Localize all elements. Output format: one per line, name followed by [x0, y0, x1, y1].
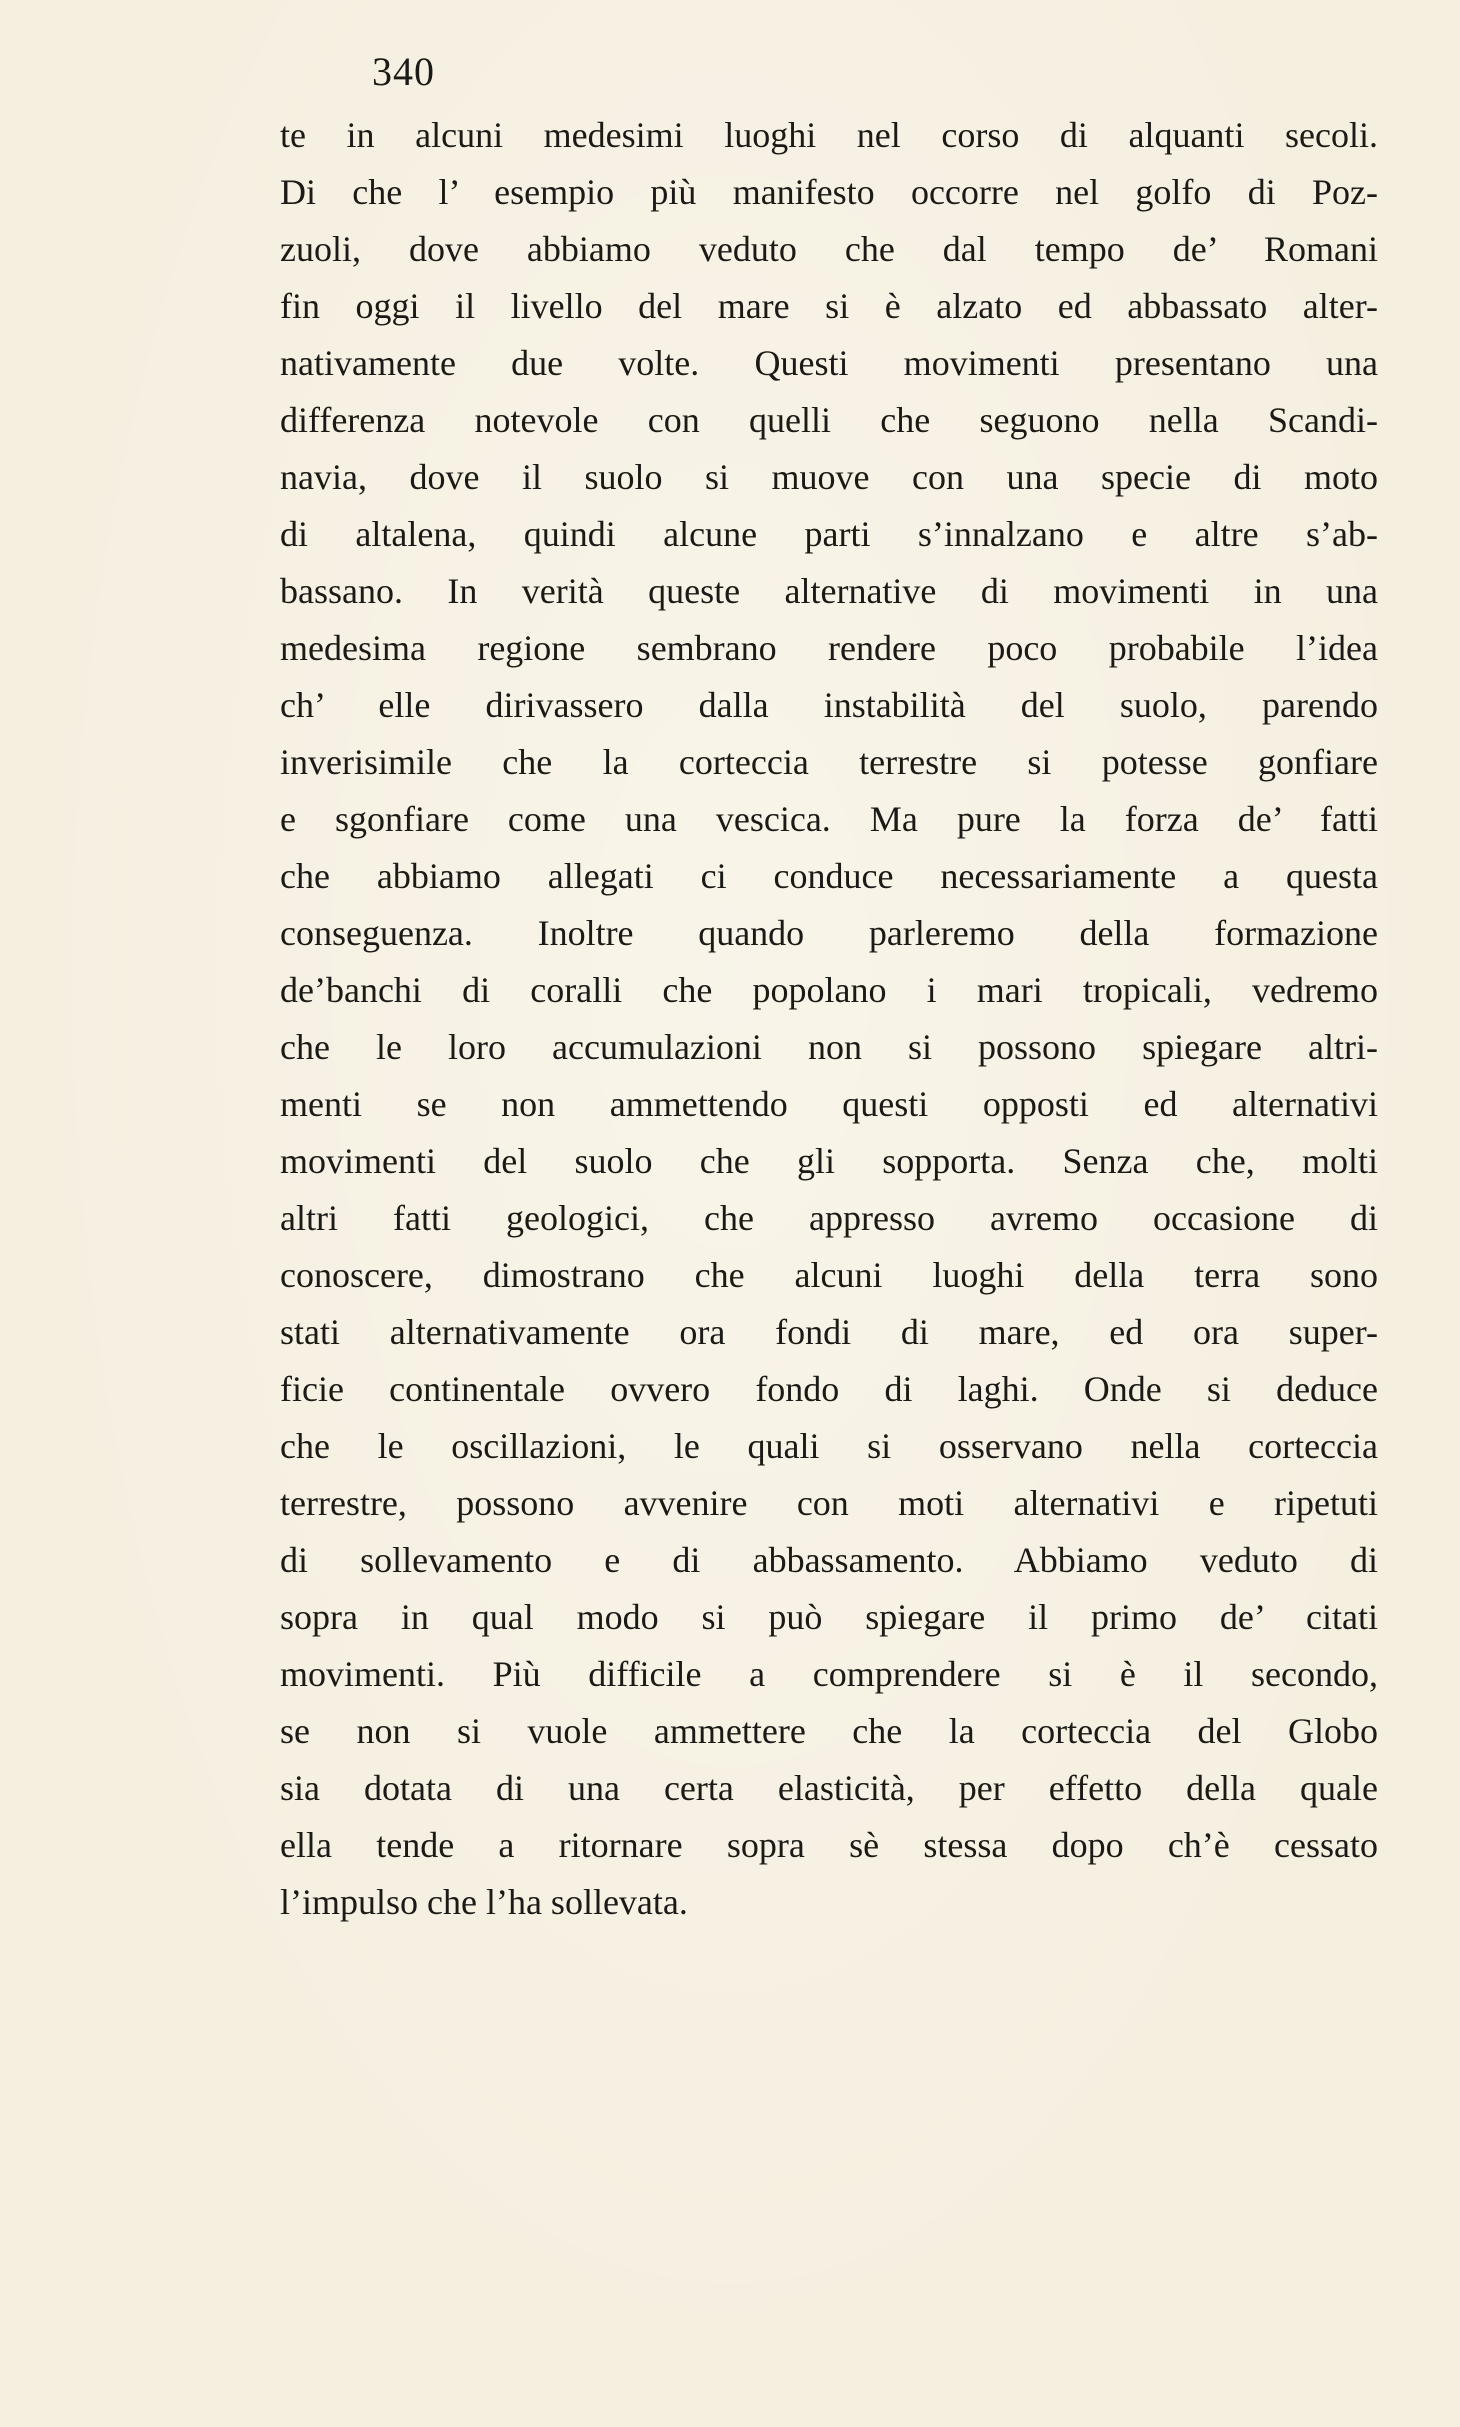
text-line: menti se non ammettendo questi opposti ed alternativi — [280, 1084, 1378, 1124]
text-line: de’banchi di coralli che popolano i mari tropicali, vedremo — [280, 970, 1378, 1010]
text-line: che abbiamo allegati ci conduce necessariamente a questa — [280, 856, 1378, 896]
page-number: 340 — [372, 49, 435, 94]
text-line: conseguenza. Inoltre quando parleremo della formazione — [280, 913, 1378, 953]
text-line: di sollevamento e di abbassamento. Abbiamo veduto di — [280, 1540, 1378, 1580]
text-line: nativamente due volte. Questi movimenti presentano una — [280, 343, 1378, 383]
text-line: medesima regione sembrano rendere poco probabile l’idea — [280, 628, 1378, 668]
text-line: ella tende a ritornare sopra sè stessa dopo ch’è cessato — [280, 1825, 1378, 1865]
text-line: conoscere, dimostrano che alcuni luoghi della terra sono — [280, 1255, 1378, 1295]
text-line: movimenti del suolo che gli sopporta. Senza che, molti — [280, 1141, 1378, 1181]
text-line: Di che l’ esempio più manifesto occorre nel golfo di Poz- — [280, 172, 1378, 212]
text-line: altri fatti geologici, che appresso avremo occasione di — [280, 1198, 1378, 1238]
text-line: e sgonfiare come una vescica. Ma pure la forza de’ fatti — [280, 799, 1378, 839]
text-line: inverisimile che la corteccia terrestre si potesse gonfiare — [280, 742, 1378, 782]
text-line: movimenti. Più difficile a comprendere si è il secondo, — [280, 1654, 1378, 1694]
text-line: bassano. In verità queste alternative di movimenti in una — [280, 571, 1378, 611]
text-line: stati alternativamente ora fondi di mare, ed ora super- — [280, 1312, 1378, 1352]
text-line: zuoli, dove abbiamo veduto che dal tempo de’ Romani — [280, 229, 1378, 269]
text-line: fin oggi il livello del mare si è alzato ed abbassato alter- — [280, 286, 1378, 326]
text-line: te in alcuni medesimi luoghi nel corso di alquanti secoli. — [280, 115, 1378, 155]
text-line: ficie continentale ovvero fondo di laghi. Onde si deduce — [280, 1369, 1378, 1409]
text-line: ch’ elle dirivassero dalla instabilità del suolo, parendo — [280, 685, 1378, 725]
body-text — [280, 107, 1378, 1931]
text-line: sia dotata di una certa elasticità, per effetto della quale — [280, 1768, 1378, 1808]
text-line: sopra in qual modo si può spiegare il primo de’ citati — [280, 1597, 1378, 1637]
text-line: se non si vuole ammettere che la corteccia del Globo — [280, 1711, 1378, 1751]
text-line: differenza notevole con quelli che seguono nella Scandi- — [280, 400, 1378, 440]
text-line: che le oscillazioni, le quali si osservano nella corteccia — [280, 1426, 1378, 1466]
text-line: che le loro accumulazioni non si possono spiegare altri- — [280, 1027, 1378, 1067]
text-line: di altalena, quindi alcune parti s’innalzano e altre s’ab- — [280, 514, 1378, 554]
text-line: navia, dove il suolo si muove con una specie di moto — [280, 457, 1378, 497]
text-line: terrestre, possono avvenire con moti alternativi e ripetuti — [280, 1483, 1378, 1523]
text-line: l’impulso che l’ha sollevata. — [280, 1882, 688, 1922]
